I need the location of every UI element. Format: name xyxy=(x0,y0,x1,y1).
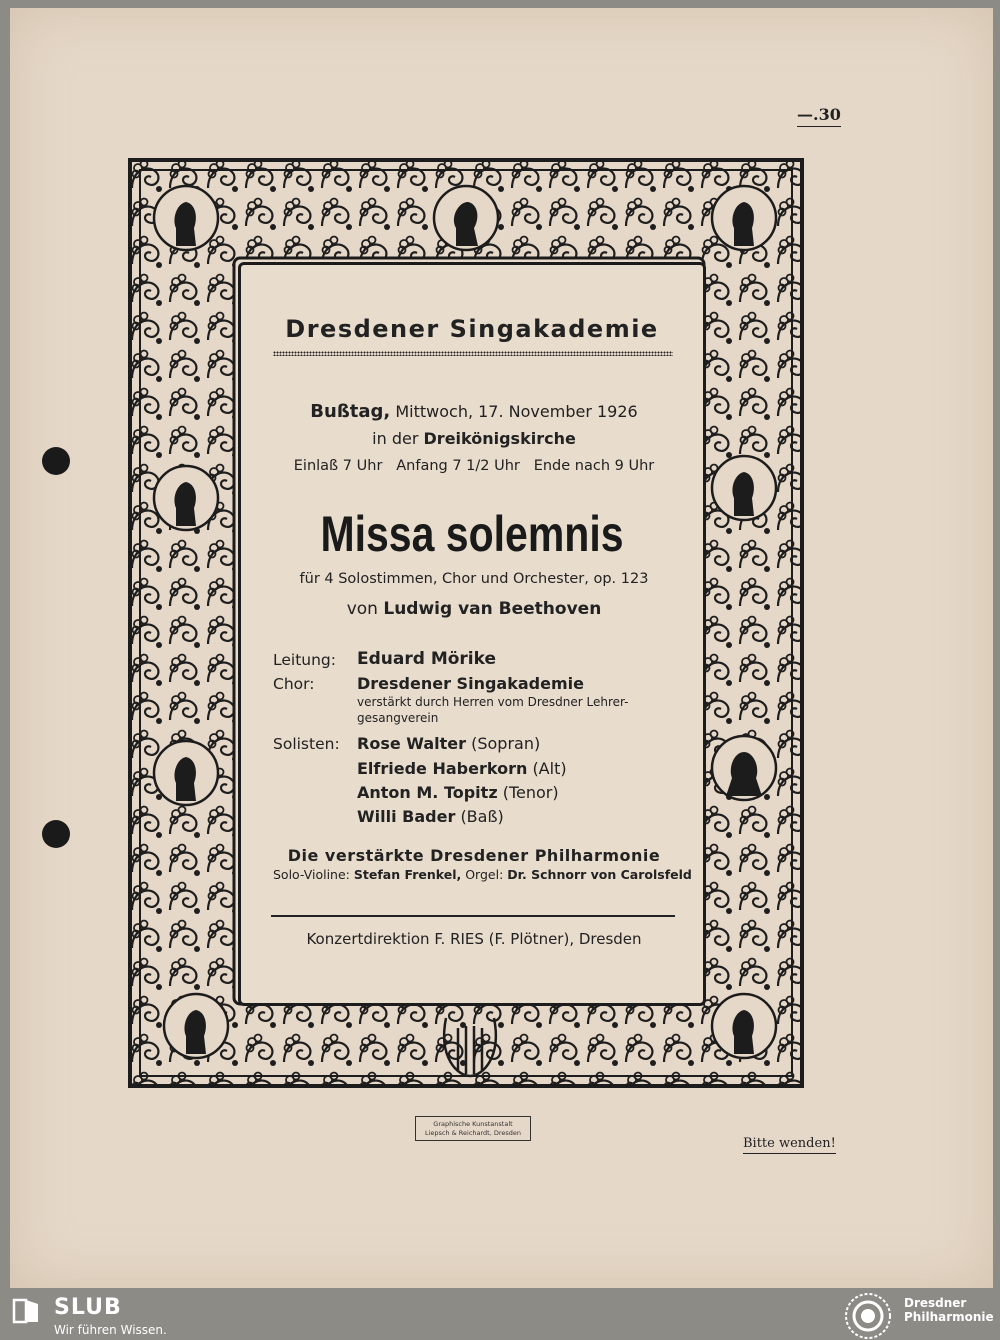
orchestra: Die verstärkte Dresdener Philharmonie xyxy=(287,846,661,865)
venue-line xyxy=(273,429,675,448)
punch-hole xyxy=(42,447,70,475)
organ-label: Orgel: xyxy=(465,867,504,882)
divider-rule xyxy=(271,915,675,917)
soloist-item xyxy=(357,734,540,753)
times-line: Einlaß 7 Uhr Anfang 7 1/2 Uhr Ende nach 9 Uhr xyxy=(293,458,655,474)
footer-bar xyxy=(0,1290,1000,1340)
philharmonie-name xyxy=(904,1296,994,1324)
composer-line xyxy=(273,599,675,619)
philharmonie-name-line: Dresdner xyxy=(904,1296,967,1310)
slub-logo-icon xyxy=(12,1298,42,1324)
soloist-name: Anton M. Topitz xyxy=(357,783,498,802)
choir-label: Chor: xyxy=(273,675,315,693)
solo-violin-label: Solo-Violine: xyxy=(273,867,350,882)
agency: Konzertdirektion F. RIES (F. Plötner), Dresden xyxy=(306,930,642,948)
soloists-label: Solisten: xyxy=(273,735,340,753)
event-date: Mittwoch, 17. November 1926 xyxy=(395,402,638,421)
dotted-divider xyxy=(273,351,673,356)
printer-imprint xyxy=(415,1116,531,1141)
soloist-voice: (Baß) xyxy=(460,807,504,826)
conductor: Eduard Mörike xyxy=(357,649,497,669)
soloist-voice: (Tenor) xyxy=(502,783,559,802)
choir: Dresdener Singakademie xyxy=(357,674,584,693)
organization-title: Dresdener Singakademie xyxy=(285,315,659,343)
composer-prefix: von xyxy=(346,599,378,619)
soloist-item xyxy=(357,759,567,778)
work-title: Missa solemnis xyxy=(320,506,624,562)
printer-line: Liepsch & Reichardt, Dresden xyxy=(424,1129,522,1137)
choir-note: verstärkt durch Herren vom Dresdner Lehrer- xyxy=(357,695,629,709)
printer-line: Graphische Kunstanstalt xyxy=(433,1120,513,1128)
soloist-name: Willi Bader xyxy=(357,807,456,826)
soloist-voice: (Alt) xyxy=(532,759,567,778)
philharmonie-logo-icon xyxy=(842,1292,894,1340)
venue-prefix: in der xyxy=(372,429,419,448)
composer: Ludwig van Beethoven xyxy=(383,599,602,619)
conductor-label: Leitung: xyxy=(273,651,336,669)
soloist-voice: (Sopran) xyxy=(471,734,541,753)
day-label: Bußtag, xyxy=(310,401,391,422)
soloist-name: Rose Walter xyxy=(357,734,467,753)
price-label: —.30 xyxy=(797,105,841,127)
slub-tagline: Wir führen Wissen. xyxy=(54,1323,167,1337)
soloist-item xyxy=(357,783,559,802)
event-date-line xyxy=(273,401,675,422)
punch-hole xyxy=(42,820,70,848)
soloist-item xyxy=(357,807,504,826)
choir-note: gesangverein xyxy=(357,711,439,725)
solo-violin-organ-line xyxy=(273,867,692,882)
program-content xyxy=(238,262,706,1006)
turn-page-note: Bitte wenden! xyxy=(743,1136,836,1154)
philharmonie-name-line: Philharmonie xyxy=(904,1310,994,1324)
work-subtitle: für 4 Solostimmen, Chor und Orchester, op. 123 xyxy=(299,571,649,587)
solo-violin: Stefan Frenkel, xyxy=(353,867,462,882)
venue: Dreikönigskirche xyxy=(423,429,576,448)
slub-name: SLUB xyxy=(54,1295,122,1320)
organ: Dr. Schnorr von Carolsfeld xyxy=(507,867,692,882)
soloist-name: Elfriede Haberkorn xyxy=(357,759,528,778)
